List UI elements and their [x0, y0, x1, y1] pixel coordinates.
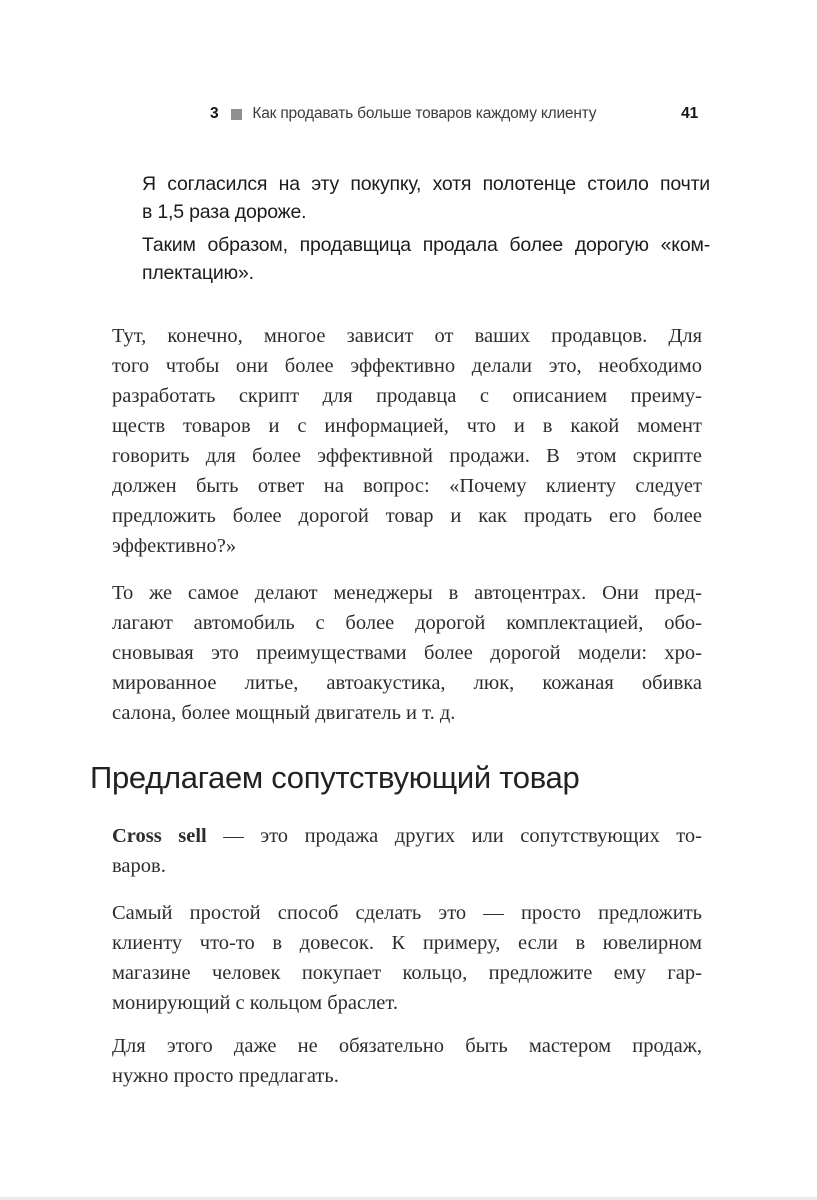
cross-sell-term: Cross sell [112, 825, 207, 847]
text-line [112, 821, 702, 851]
body-paragraph [112, 321, 702, 561]
cross-sell-definition: — это продажа других или сопутствующих то- [206, 825, 702, 847]
lead-in-quote-block [142, 170, 710, 287]
section-heading: Предлагаем сопутствующий товар [90, 760, 580, 795]
text-line: Для этого даже не обязательно быть мастером продаж, [112, 1035, 702, 1057]
text-line: ществ товаров и с информацией, что и в какой момент [112, 415, 702, 437]
text-line: плектацию». [142, 262, 254, 284]
square-bullet-icon [231, 109, 242, 120]
text-line: того чтобы они более эффективно делали это, необходимо [112, 355, 702, 377]
text-line: монирующий с кольцом браслет. [112, 992, 398, 1014]
text-line: Самый простой способ сделать это — просто предложить [112, 902, 702, 924]
text-line: Тут, конечно, многое зависит от ваших продавцов. Для [112, 325, 702, 347]
text-line: клиенту что-то в довесок. К примеру, если в ювелирном [112, 932, 702, 954]
text-line: мированное литье, автоакустика, люк, кожаная обивка [112, 672, 702, 694]
text-line: салона, более мощный двигатель и т. д. [112, 702, 456, 724]
text-line: в 1,5 раза дороже. [142, 201, 307, 223]
text-column [90, 170, 710, 1108]
text-line: говорить для более эффективной продажи. В этом скрипте [112, 445, 702, 467]
text-line: варов. [112, 855, 166, 877]
text-line: эффективно?» [112, 535, 237, 557]
text-line: магазине человек покупает кольцо, предложите ему гар- [112, 962, 702, 984]
text-line: То же самое делают менеджеры в автоцентрах. Они пред- [112, 582, 702, 604]
text-line: сновывая это преимуществами более дорогой модели: хро- [112, 642, 702, 664]
body-paragraph [112, 1031, 702, 1091]
quote-paragraph [142, 170, 710, 226]
quote-paragraph [142, 231, 710, 287]
page-number: 41 [681, 105, 698, 122]
chapter-number: 3 [210, 105, 219, 122]
paragraph-cross-sell [112, 821, 702, 881]
text-line: Я согласился на эту покупку, хотя полотенце стоило почти [142, 173, 710, 195]
text-line: Таким образом, продавщица продала более дорогую «ком- [142, 234, 710, 256]
running-header [210, 104, 698, 124]
running-header-title: Как продавать больше товаров каждому клиенту [252, 105, 597, 122]
text-line: нужно просто предлагать. [112, 1065, 339, 1087]
body-paragraph [112, 578, 702, 728]
text-line: лагают автомобиль с более дорогой комплектацией, обо- [112, 612, 702, 634]
body-paragraph [112, 898, 702, 1018]
text-line: должен быть ответ на вопрос: «Почему клиенту следует [112, 475, 702, 497]
text-line: предложить более дорогой товар и как продать его более [112, 505, 702, 527]
text-line: разработать скрипт для продавца с описанием преиму- [112, 385, 702, 407]
